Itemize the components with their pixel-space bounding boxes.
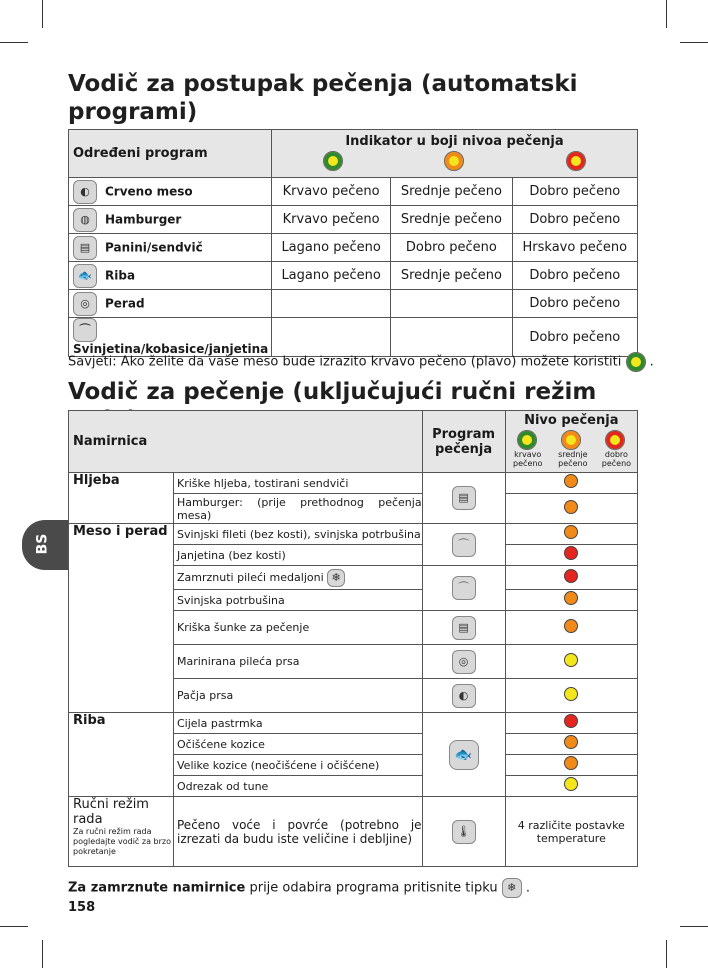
crop-mark	[42, 940, 43, 968]
food-item: Očišćene kozice	[174, 734, 423, 755]
level-cell: Srednje pečeno	[391, 178, 512, 206]
crop-mark	[680, 926, 708, 927]
crop-mark	[0, 926, 28, 927]
group-bread: Hljeba	[69, 473, 174, 524]
cooking-guide-table	[68, 410, 638, 867]
sandwich-icon: ▤	[452, 486, 476, 510]
indicator-column-header: Indikator u boji nivoa pečenja	[272, 130, 638, 178]
level-dot	[564, 714, 578, 728]
language-tab	[22, 520, 68, 570]
orange-level-icon	[444, 151, 464, 171]
sandwich-icon: ▤	[452, 616, 476, 640]
sausage-icon: ⌒	[452, 533, 476, 557]
food-item: Hamburger: (prije prethodnog pečenja mesa)	[174, 494, 423, 524]
level-cell	[272, 318, 391, 357]
burger-icon: ◍	[73, 208, 97, 232]
tip-text: Savjeti: Ako želite da vaše meso bude izrazito krvavo pečeno (plavo) možete koristiti .	[68, 352, 654, 372]
food-item: Svinjska potrbušina	[174, 590, 423, 611]
crop-mark	[42, 0, 43, 28]
food-item: Svinjski fileti (bez kosti), svinjska potrbušina	[174, 524, 423, 545]
food-column-header: Namirnica	[69, 411, 423, 473]
footer-note: Za zamrznute namirnice prije odabira programa pritisnite tipku ❄ .	[68, 878, 530, 898]
crop-mark	[666, 0, 667, 28]
level-cell: Dobro pečeno	[512, 206, 637, 234]
food-item: Velike kozice (neočišćene i očišćene)	[174, 755, 423, 776]
program-name: Crveno meso	[105, 184, 193, 198]
green-level-icon	[517, 430, 537, 450]
crop-mark	[666, 940, 667, 968]
food-item: Odrezak od tune	[174, 776, 423, 797]
level-column-header: Nivo pečenja krvavo pečeno srednje pečeno dobro pečeno	[505, 411, 637, 473]
level-dot	[564, 735, 578, 749]
level-dot	[564, 569, 578, 583]
program-row	[69, 206, 638, 234]
group-meat: Meso i perad	[69, 524, 174, 713]
level-dot	[564, 500, 578, 514]
program-column-header: Određeni program	[69, 130, 272, 178]
level-dot	[564, 619, 578, 633]
snowflake-icon: ❄	[502, 878, 522, 898]
program-row	[69, 290, 638, 318]
food-item: Janjetina (bez kosti)	[174, 545, 423, 566]
level-label: srednje pečeno	[558, 450, 588, 468]
level-dot	[564, 756, 578, 770]
level-cell: Lagano pečeno	[272, 262, 391, 290]
program-row	[69, 178, 638, 206]
manual-level: 4 različite postavke temperature	[505, 797, 637, 867]
orange-level-icon	[561, 430, 581, 450]
level-cell: Dobro pečeno	[512, 290, 637, 318]
food-item: Pačja prsa	[174, 679, 423, 713]
level-dot	[564, 546, 578, 560]
level-cell: Krvavo pečeno	[272, 206, 391, 234]
level-cell: Dobro pečeno	[512, 318, 637, 357]
sausage-icon: ⌒	[452, 576, 476, 600]
level-cell: Lagano pečeno	[272, 234, 391, 262]
level-cell	[272, 290, 391, 318]
program-row	[69, 318, 638, 357]
page-number: 158	[68, 900, 96, 915]
fish-icon: 🐟	[73, 264, 97, 288]
level-dot	[564, 591, 578, 605]
green-level-icon	[323, 151, 343, 171]
steak-icon: ◐	[73, 180, 97, 204]
red-level-icon	[566, 151, 586, 171]
level-label: dobro pečeno	[601, 450, 632, 468]
program-column-header: Program pečenja	[422, 411, 505, 473]
level-cell: Hrskavo pečeno	[512, 234, 637, 262]
level-cell: Dobro pečeno	[391, 234, 512, 262]
program-row	[69, 234, 638, 262]
red-level-icon	[605, 430, 625, 450]
page-title: Vodič za postupak pečenja (automatski programi)	[68, 71, 578, 125]
manual-description: Pečeno voće i povrće (potrebno je izrezati da budu iste veličine i debljine)	[174, 797, 423, 867]
section-title: Vodič za pečenje (uključujući ručni režim rada)	[68, 379, 597, 433]
level-label: krvavo pečeno	[513, 450, 543, 468]
program-name: Panini/sendvič	[105, 240, 203, 254]
food-item: Kriške hljeba, tostirani sendviči	[174, 473, 423, 494]
food-item: Kriška šunke za pečenje	[174, 611, 423, 645]
sandwich-icon: ▤	[73, 236, 97, 260]
steak-icon: ◐	[452, 684, 476, 708]
level-cell	[391, 290, 512, 318]
blue-level-icon	[626, 352, 646, 372]
level-dot	[564, 525, 578, 539]
group-fish: Riba	[69, 713, 174, 797]
level-dot	[564, 777, 578, 791]
level-dot	[564, 687, 578, 701]
poultry-icon: ◎	[73, 292, 97, 316]
group-manual: Ručni režim rada Za ručni režim rada pogledajte vodič za brzo pokretanje	[69, 797, 174, 867]
program-name: Svinjetina/kobasice/janjetina	[73, 342, 269, 356]
language-tab-label: BS	[34, 533, 51, 555]
crop-mark	[680, 42, 708, 43]
level-cell: Dobro pečeno	[512, 262, 637, 290]
program-table	[68, 129, 638, 357]
fish-icon: 🐟	[449, 740, 479, 770]
level-cell: Dobro pečeno	[512, 178, 637, 206]
level-dot	[564, 474, 578, 488]
level-cell: Krvavo pečeno	[272, 178, 391, 206]
food-item: Marinirana pileća prsa	[174, 645, 423, 679]
level-cell	[391, 318, 512, 357]
sausage-icon: ⌒	[73, 318, 97, 342]
level-dot	[564, 653, 578, 667]
snowflake-icon: ❄	[327, 569, 345, 587]
poultry-icon: ◎	[452, 650, 476, 674]
program-row	[69, 262, 638, 290]
thermometer-icon: 🌡	[452, 820, 476, 844]
level-cell: Srednje pečeno	[391, 206, 512, 234]
program-name: Perad	[105, 296, 145, 310]
level-cell: Srednje pečeno	[391, 262, 512, 290]
program-name: Hamburger	[105, 212, 182, 226]
program-cell	[422, 473, 505, 524]
program-name: Riba	[105, 268, 136, 282]
crop-mark	[0, 42, 28, 43]
food-item: Zamrznuti pileći medaljoni ❄	[174, 566, 423, 590]
food-item: Cijela pastrmka	[174, 713, 423, 734]
